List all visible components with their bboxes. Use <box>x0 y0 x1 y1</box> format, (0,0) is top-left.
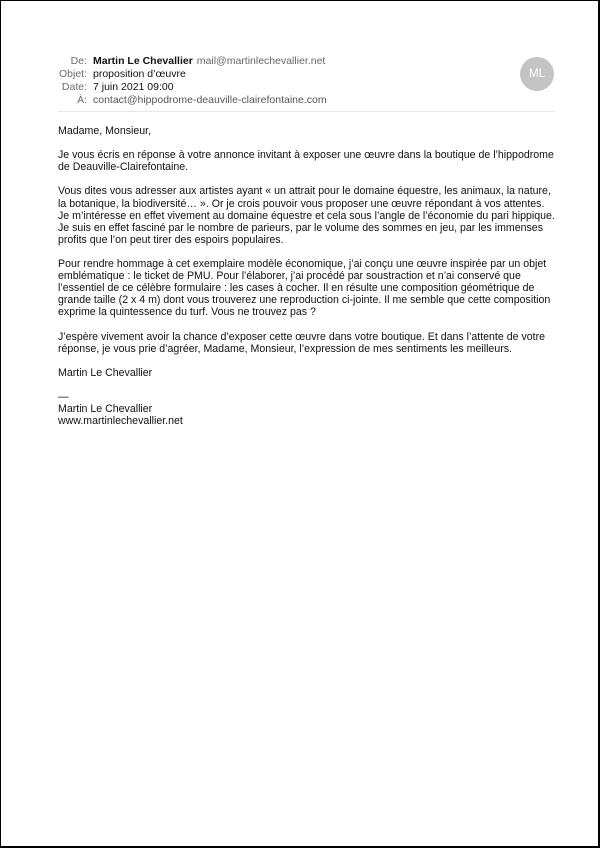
from-label: De: <box>70 55 87 67</box>
paragraph-line: réponse, je vous prie d’agréer, Madame, Monsieur, l’expression de mes sentiments les meilleurs. <box>58 342 512 355</box>
recipient-email[interactable]: contact@hippodrome-deauville-clairefontaine.com <box>93 94 327 106</box>
subject-value: proposition d’œuvre <box>93 68 186 80</box>
sender-name: Martin Le Chevallier <box>93 55 193 67</box>
avatar <box>520 57 554 91</box>
email-header <box>57 55 557 107</box>
paragraph-line: Vous dites vous adresser aux artistes ayant « un attrait pour le domaine équestre, les animaux, la nature, <box>58 185 551 198</box>
paragraph-line: J’espère vivement avoir la chance d’exposer cette œuvre dans votre boutique. Et dans l’attente de votre <box>58 330 545 343</box>
paragraph-line: grande taille (2 x 4 m) dont vous trouverez une reproduction ci-jointe. Il me semble que cette composition <box>58 294 551 307</box>
paragraph-4 <box>58 331 568 355</box>
email-body <box>58 125 568 427</box>
to-row <box>57 94 557 107</box>
paragraph-line: l’essentiel de ce célèbre formulaire : les cases à cocher. Il en résulte une composition géométrique de <box>58 282 535 295</box>
sender-email[interactable]: mail@martinlechevallier.net <box>196 55 326 67</box>
paragraph-line: Pour rendre hommage à cet exemplaire modèle économique, j’ai conçu une œuvre inspirée par un objet <box>58 258 547 271</box>
subject-row <box>57 68 557 81</box>
avatar-initials: ML <box>529 68 545 80</box>
header-divider <box>58 111 555 112</box>
signature <box>58 391 568 427</box>
paragraph-line: la botanique, la biodiversité… ». Or je crois pouvoir vous proposer une œuvre répondant à vos attentes. <box>58 197 545 210</box>
date-row <box>57 81 557 94</box>
date-value: 7 juin 2021 09:00 <box>93 81 174 93</box>
paragraph-line: Je suis en effet fasciné par le nombre de parieurs, par le volume des sommes en jeu, par les immenses <box>58 221 544 234</box>
paragraph-2 <box>58 185 568 245</box>
subject-label: Objet: <box>58 68 87 80</box>
paragraph-line: Je m’intéresse en effet vivement au domaine équestre et cela sous l’angle de l’économie du pari hippique. <box>58 209 555 222</box>
closing-name: Martin Le Chevallier <box>58 366 153 379</box>
from-row <box>57 55 557 68</box>
paragraph-line: profits que l’on peut tirer des espoirs populaires. <box>58 233 284 246</box>
paragraph-line: Je vous écris en réponse à votre annonce invitant à exposer une œuvre dans la boutique de l’hippodrome <box>58 149 554 162</box>
paragraph-line: emblématique : le ticket de PMU. Pour l’élaborer, j’ai procédé par soustraction et n’ai conservé que <box>58 270 521 283</box>
to-label: À: <box>77 94 87 106</box>
signature-website[interactable]: www.martinlechevallier.net <box>58 415 183 428</box>
paragraph-line: exprime la quintessence du turf. Vous ne trouvez pas ? <box>58 306 316 319</box>
paragraph-3 <box>58 258 568 318</box>
greeting: Madame, Monsieur, <box>58 125 152 137</box>
signature-name: Martin Le Chevallier <box>58 403 153 416</box>
paragraph-1 <box>58 149 568 173</box>
signature-separator: — <box>58 391 69 404</box>
date-label: Date: <box>61 81 87 93</box>
paragraph-line: de Deauville-Clairefontaine. <box>58 161 189 174</box>
